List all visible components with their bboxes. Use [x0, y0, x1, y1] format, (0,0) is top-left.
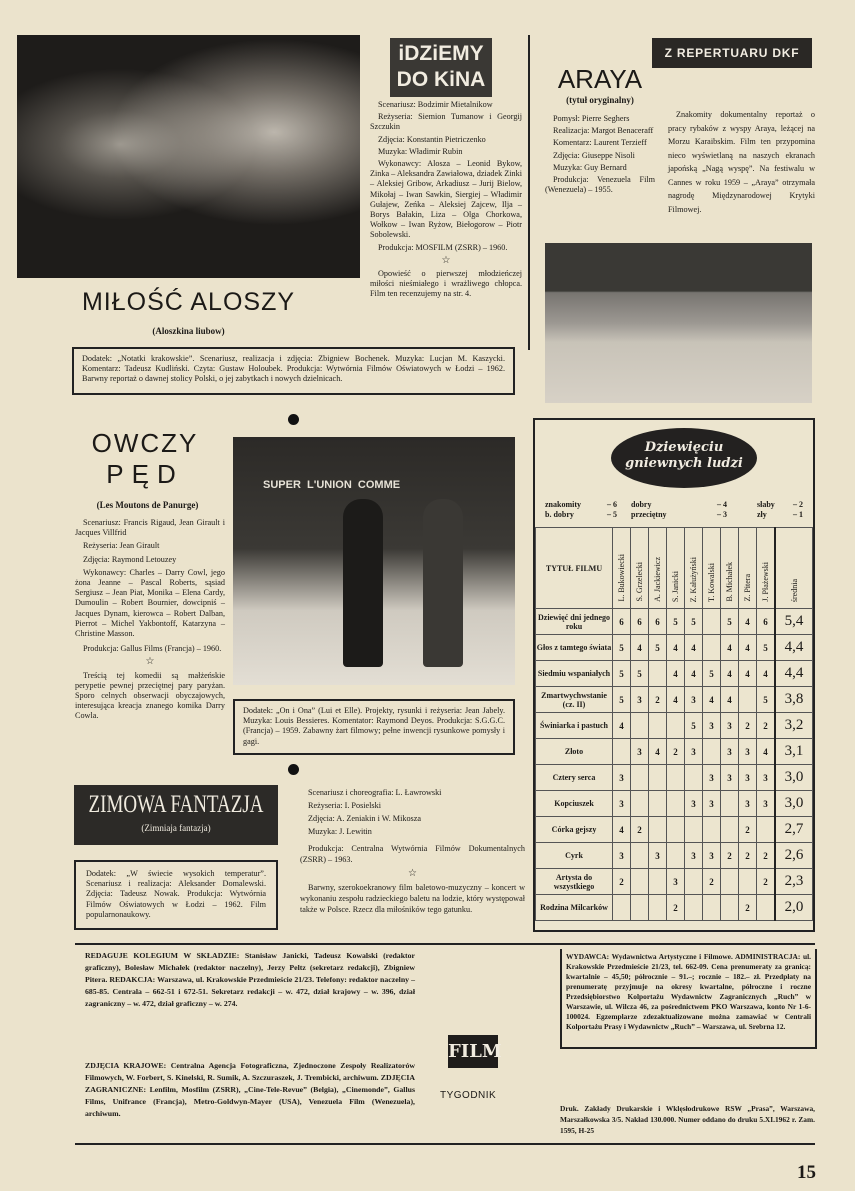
score-cell: 3 [721, 739, 739, 765]
score-cell: 3 [703, 713, 721, 739]
score-cell [703, 739, 721, 765]
score-cell: 5 [649, 635, 667, 661]
masthead-print: Druk. Zakłady Drukarskie i Wklęsłodrukowe RSW „Prasa”, Warszawa, Marszałkowska 3/5. Nakład 130.000. Numer oddano do druku 5.XI.1962 r. Zam. 1595, H-25 [560, 1104, 815, 1135]
film3-credits: Scenariusz: Francis Rigaud, Jean Girault i Jacques Villfrid Reżyseria: Jean Girault Zdjęcia: Raymond Letouzey Wykonawcy: Charles – Darry Cowl, jego żona Jeanne – Pascal Roberts, sąsiad Sergiusz – Jean Piat, Monika – Elena Cardy, Dumoulin – Robert Bournier, dowcipniś – Jacques Dynam, kierowca – Robert Dalban, Pierrot – Michel Yakbontoff, Katarzyna – Christine Masson. Produkcja: Gallus Films (Francja) – 1960. ☆ Treścią tej komedii są małżeńskie perypetie pewnej przeciętnej pary paryżan. Sporo celnych obserwacji obyczajowych, interesująca kreacja znanego komika Darry Cowla. [75, 518, 225, 721]
score-cell: 5 [613, 661, 631, 687]
score-cell [667, 713, 685, 739]
legend-label: zły [757, 510, 767, 519]
score-cell: 4 [685, 635, 703, 661]
score-cell: 3 [703, 843, 721, 869]
film4-title: ZIMOWA FANTAZJA [88, 790, 264, 819]
masthead-publisher: WYDAWCA: Wydawnictwa Artystyczne i Filmowe. ADMINISTRACJA: ul. Krakowskie Przedmieście 21/23, tel. 662-09. Cena prenumeraty za granicą: kwartalnie – 45,50; półrocznie – 91.–; rocznie – 182.– zł. Przedpłaty na prenumeratę przyjmuje na okresy kwartalne, półroczne i roczne Przedsiębiorstwo Kolportażu Wydawnictw Zagranicznych „Ruch” w Warszawie, ul. Wilcza 46, za pośrednictwem PKO Warszawa, konto Nr 1-6-100024. Egzemplarze zdezaktualizowane można zamawiać w Centrali Kolportażu Prasy i Wydawnictw „Ruch” – Warszawa, ul. Srebrna 12. [560, 949, 817, 1049]
film4-title-block [74, 785, 278, 845]
score-cell: 3 [703, 765, 721, 791]
average-cell: 4,4 [775, 661, 813, 687]
score-cell [667, 791, 685, 817]
dkf-banner: Z REPERTUARU DKF [652, 38, 812, 68]
score-cell: 3 [739, 739, 757, 765]
table-row [536, 817, 813, 843]
score-cell [631, 895, 649, 921]
score-cell: 2 [721, 843, 739, 869]
score-cell: 2 [613, 869, 631, 895]
bullet-dot [288, 764, 299, 775]
film1-credits: Scenariusz: Bodzimir Mietalnikow Reżyseria: Siemion Tumanow i Georgij Szczukin Zdjęcia: Konstantin Pietriczenko Muzyka: Władimir Rubin Wykonawcy: Alosza – Leonid Bykow, Zinka – Aleksandra Zawiałowa, dziadek Zinki – Aleksiej Gribow, Arkadiusz – Jurij Bielow, Mikołaj – Iwan Sawkin, Siergiej – Władimir Gułajew, Zeńka – Aleksiej Zajcew, Ilja – Borys Bałakin, Liza – Olga Chorkowa, Wołkow – Iwan Ryżow, Biełogorow – Piotr Sobolewski. Produkcja: MOSFILM (ZSRR) – 1960. ☆ Opowieść o pierwszej młodzieńczej miłości nieśmiałego i wrażliwego chłopca. Film ten recenzujemy na str. 4. [370, 100, 522, 299]
score-cell: 4 [685, 661, 703, 687]
score-cell: 2 [631, 817, 649, 843]
score-cell: 3 [667, 869, 685, 895]
score-cell: 3 [631, 739, 649, 765]
score-cell: 5 [721, 609, 739, 635]
score-cell: 3 [685, 843, 703, 869]
score-cell [739, 869, 757, 895]
film-title-cell: Zmartwychwstanie (cz. II) [536, 687, 613, 713]
masthead-editorial: REDAGUJE KOLEGIUM W SKŁADZIE: Stanisław Janicki, Tadeusz Kowalski (redaktor graficzny), Bolesław Michałek (redaktor naczelny), Jerzy Peltz (sekretarz redakcji), Zbigniew Pitera. REDAKCJA: Warszawa, ul. Krakowskie Przedmieście 21/23. Telefony: redaktor naczelny – 685-85. Centrala – 662-51 i 672-51. Sekretarz redakcji – w. 472, dział krajowy – w. 396, dział zagraniczny – w. 472, dział graficzny – w. 274. [85, 951, 415, 1008]
score-cell [631, 765, 649, 791]
score-cell: 2 [757, 713, 776, 739]
film-title-cell: Cyrk [536, 843, 613, 869]
legend-value: – 6 [607, 500, 617, 509]
table-row [536, 635, 813, 661]
table-row [536, 791, 813, 817]
ratings-legend [545, 500, 807, 520]
score-cell [685, 895, 703, 921]
table-row [536, 739, 813, 765]
average-cell: 3,2 [775, 713, 813, 739]
score-cell: 6 [631, 609, 649, 635]
score-cell [631, 869, 649, 895]
score-cell [757, 895, 776, 921]
score-cell [703, 895, 721, 921]
score-cell [757, 817, 776, 843]
photo-figure [343, 499, 383, 667]
critic-header: T. Kowalski [703, 528, 721, 609]
score-cell: 5 [631, 661, 649, 687]
score-cell: 2 [739, 817, 757, 843]
score-cell: 3 [631, 687, 649, 713]
score-cell [667, 765, 685, 791]
score-cell: 6 [613, 609, 631, 635]
score-cell: 2 [703, 869, 721, 895]
section-badge: iDZiEMY DO KiNA [390, 38, 492, 97]
score-cell: 5 [685, 713, 703, 739]
score-cell: 5 [757, 687, 776, 713]
score-cell: 4 [721, 635, 739, 661]
score-cell [703, 635, 721, 661]
legend-label: dobry [631, 500, 652, 509]
table-row [536, 687, 813, 713]
ratings-table [535, 527, 813, 921]
score-cell: 4 [721, 661, 739, 687]
critic-header: A. Jackiewicz [649, 528, 667, 609]
film3-original-title: (Les Moutons de Panurge) [96, 500, 199, 510]
film1-original-title: (Aloszkina liubow) [152, 326, 225, 336]
score-cell: 3 [739, 791, 757, 817]
score-cell [613, 739, 631, 765]
photo-owczy-ped [233, 437, 515, 685]
average-cell: 3,8 [775, 687, 813, 713]
film4-credits: Scenariusz i choreografia: L. Ławrowski Reżyseria: I. Posielski Zdjęcia: A. Zeniakin i W. Mikosza Muzyka: J. Lewitin Produkcja: Centralna Wytwórnia Filmów Dokumentalnych (ZSRR) – 1963. ☆ Barwny, szerokoekranowy film baletowo-muzyczny – koncert w wykonaniu zespołu radzieckiego baletu na lodzie, który występował także w Polsce. Rzecz dla miłośników tego gatunku. [300, 788, 525, 914]
average-cell: 3,1 [775, 739, 813, 765]
score-cell [703, 817, 721, 843]
film-title-cell: Siedmiu wspaniałych [536, 661, 613, 687]
critic-header: S. Janicki [667, 528, 685, 609]
score-cell: 4 [667, 687, 685, 713]
score-cell: 4 [613, 713, 631, 739]
photo-sign: SUPER L'UNION COMME [263, 479, 401, 491]
photo-araya [545, 243, 812, 403]
score-cell: 3 [703, 791, 721, 817]
film3-title: OWCZY PĘD [91, 428, 199, 489]
masthead-photos: ZDJĘCIA KRAJOWE: Centralna Agencja Fotograficzna, Zjednoczone Zespoły Realizatorów Filmowych, W. Forbert, S. Kinelski, R. Sumik, A. Szczuraszek, J. Trembicki, archiwum. ZDJĘCIA ZAGRANICZNE: Lenfilm, Mosfilm (ZSRR), „Cine-Tele-Revue” (Belgia), „Cinemonde”, Gallus Films, Unifrance (Francja), Metro-Goldwyn-Mayer (USA), Venezuela Film (Wenezuela), archiwum. [85, 1061, 415, 1118]
score-cell: 4 [721, 687, 739, 713]
score-cell: 2 [757, 843, 776, 869]
film-title-cell: Cztery serca [536, 765, 613, 791]
score-cell: 4 [739, 661, 757, 687]
score-cell: 2 [739, 843, 757, 869]
score-cell: 6 [757, 609, 776, 635]
score-cell [631, 843, 649, 869]
score-cell [703, 609, 721, 635]
table-row [536, 895, 813, 921]
score-cell [685, 869, 703, 895]
logo-subtitle: TYGODNIK [440, 1090, 497, 1101]
average-header: średnia [775, 528, 813, 609]
score-cell [685, 765, 703, 791]
legend-value: – 3 [717, 510, 727, 519]
film-title-cell: Córka gejszy [536, 817, 613, 843]
legend-value: – 5 [607, 510, 617, 519]
average-cell: 2,6 [775, 843, 813, 869]
divider [528, 35, 530, 350]
score-cell: 2 [667, 739, 685, 765]
film-title-cell: Głos z tamtego świata [536, 635, 613, 661]
score-cell [649, 661, 667, 687]
score-cell [631, 713, 649, 739]
score-cell: 4 [757, 661, 776, 687]
score-cell: 3 [721, 713, 739, 739]
score-cell: 5 [667, 609, 685, 635]
score-cell: 5 [757, 635, 776, 661]
score-cell: 4 [739, 609, 757, 635]
score-cell [721, 869, 739, 895]
critic-header: S. Grzelecki [631, 528, 649, 609]
score-cell [685, 817, 703, 843]
critic-header: J. Płażewski [757, 528, 776, 609]
score-cell: 3 [685, 739, 703, 765]
score-cell: 3 [739, 765, 757, 791]
table-row [536, 661, 813, 687]
score-cell: 4 [631, 635, 649, 661]
masthead-rule-bottom [75, 1143, 815, 1145]
table-row [536, 609, 813, 635]
score-cell: 4 [757, 739, 776, 765]
film2-original-title: (tytuł oryginalny) [566, 95, 634, 105]
bullet-dot [288, 414, 299, 425]
table-row [536, 843, 813, 869]
score-cell: 5 [613, 687, 631, 713]
header-row [536, 528, 813, 609]
film4-original-title: (Zimniaja fantazja) [141, 823, 211, 833]
score-cell [649, 817, 667, 843]
masthead-rule-top [75, 943, 815, 945]
legend-label: b. dobry [545, 510, 574, 519]
critic-header: B. Michałek [721, 528, 739, 609]
film2-title: ARAYA [557, 64, 643, 94]
score-cell: 4 [667, 635, 685, 661]
average-cell: 5,4 [775, 609, 813, 635]
score-cell [631, 791, 649, 817]
page-number: 15 [797, 1162, 816, 1183]
average-cell: 2,3 [775, 869, 813, 895]
film-title-cell: Artysta do wszystkiego [536, 869, 613, 895]
score-cell [667, 843, 685, 869]
critic-header: Z. Pitera [739, 528, 757, 609]
ratings-title: Dziewięciu gniewnych ludzi [611, 428, 757, 488]
film1-supplement: Dodatek: „Notatki krakowskie”. Scenariusz, realizacja i zdjęcia: Zbigniew Bochenek. Muzyka: Lucjan M. Kaszycki. Komentarz: Tadeusz Kudliński. Czyta: Gustaw Holoubek. Produkcja: Wytwórnia Filmów Oświatowych w Łodzi – 1962. Barwny reportaż o dawnej stolicy Polski, o jej zabytkach i nowych dzielnicach. [72, 347, 515, 395]
film-title-cell: Kopciuszek [536, 791, 613, 817]
legend-value: – 1 [793, 510, 803, 519]
score-cell [667, 817, 685, 843]
film3-supplement: Dodatek: „On i Ona” (Lui et Elle). Projekty, rysunki i reżyseria: Jean Jabely. Muzyka: Louis Bessieres. Komentator: Raymond Deyos. Produkcja: S.G.G.C. (Francja) – 1959. Zabawny żart filmowy; pełne inwencji rysunkowe pomysły i gagi. [233, 699, 515, 755]
score-cell [613, 895, 631, 921]
average-cell: 2,0 [775, 895, 813, 921]
average-cell: 4,4 [775, 635, 813, 661]
score-cell: 2 [757, 869, 776, 895]
score-cell: 3 [721, 765, 739, 791]
table-row [536, 713, 813, 739]
score-cell: 3 [685, 687, 703, 713]
score-cell: 3 [649, 843, 667, 869]
film-title-cell: Złoto [536, 739, 613, 765]
score-cell: 4 [739, 635, 757, 661]
film1-title: MIŁOŚĆ ALOSZY [81, 288, 296, 316]
film-title-cell: Świniarka i pastuch [536, 713, 613, 739]
legend-value: – 2 [793, 500, 803, 509]
score-cell: 3 [613, 791, 631, 817]
average-cell: 2,7 [775, 817, 813, 843]
legend-label: znakomity [545, 500, 581, 509]
score-cell: 5 [685, 609, 703, 635]
score-cell: 2 [649, 687, 667, 713]
score-cell: 3 [613, 765, 631, 791]
score-cell [721, 817, 739, 843]
film-title-cell: Dziewięć dni jednego roku [536, 609, 613, 635]
film-title-header: TYTUŁ FILMU [536, 528, 613, 609]
table-row [536, 765, 813, 791]
score-cell: 5 [703, 661, 721, 687]
score-cell: 3 [757, 765, 776, 791]
score-cell: 2 [739, 895, 757, 921]
score-cell: 4 [613, 817, 631, 843]
critic-header: L. Bukowiecki [613, 528, 631, 609]
score-cell: 4 [703, 687, 721, 713]
critic-header: Z. Kałużyński [685, 528, 703, 609]
average-cell: 3,0 [775, 765, 813, 791]
photo-figure [423, 499, 463, 667]
legend-label: przeciętny [631, 510, 667, 519]
score-cell [739, 687, 757, 713]
score-cell [649, 791, 667, 817]
score-cell: 4 [667, 661, 685, 687]
score-cell: 3 [757, 791, 776, 817]
legend-value: – 4 [717, 500, 727, 509]
score-cell [721, 791, 739, 817]
score-cell: 5 [613, 635, 631, 661]
score-cell: 2 [667, 895, 685, 921]
score-cell: 3 [613, 843, 631, 869]
film-logo: FILM [448, 1035, 498, 1068]
score-cell: 6 [649, 609, 667, 635]
score-cell [649, 713, 667, 739]
score-cell: 4 [649, 739, 667, 765]
film2-description: Znakomity dokumentalny reportaż o pracy rybaków z wyspy Araya, leżącej na Morzu Karaibskim. Film ten przypomina nieco wyświetlaną na naszych ekranach japońską „Nagą wyspę”. Na festiwalu w Cannes w roku 1959 – „Araya” otrzymała nagrodę Międzynarodowej Krytyki Filmowej. [668, 110, 815, 214]
table-row [536, 869, 813, 895]
score-cell [649, 869, 667, 895]
score-cell [649, 765, 667, 791]
legend-label: słaby [757, 500, 775, 509]
film2-credits: Pomysł: Pierre Seghers Realizacja: Margot Benaceraff Komentarz: Laurent Terzieff Zdjęcia: Giuseppe Nisoli Muzyka: Guy Bernard Produkcja: Venezuela Film (Wenezuela) – 1955. [545, 114, 655, 195]
film-title-cell: Rodzina Milcarków [536, 895, 613, 921]
score-cell: 2 [739, 713, 757, 739]
score-cell [649, 895, 667, 921]
photo-milosc-aloszy [17, 35, 360, 278]
score-cell [721, 895, 739, 921]
film4-supplement: Dodatek: „W świecie wysokich temperatur”. Scenariusz i realizacja: Aleksander Domalewski. Zdjęcia: Tadeusz Nowak. Produkcja: Wytwórnia Filmów Oświatowych w Łodzi – 1962. Film popularnonaukowy. [74, 860, 278, 930]
score-cell: 3 [685, 791, 703, 817]
average-cell: 3,0 [775, 791, 813, 817]
